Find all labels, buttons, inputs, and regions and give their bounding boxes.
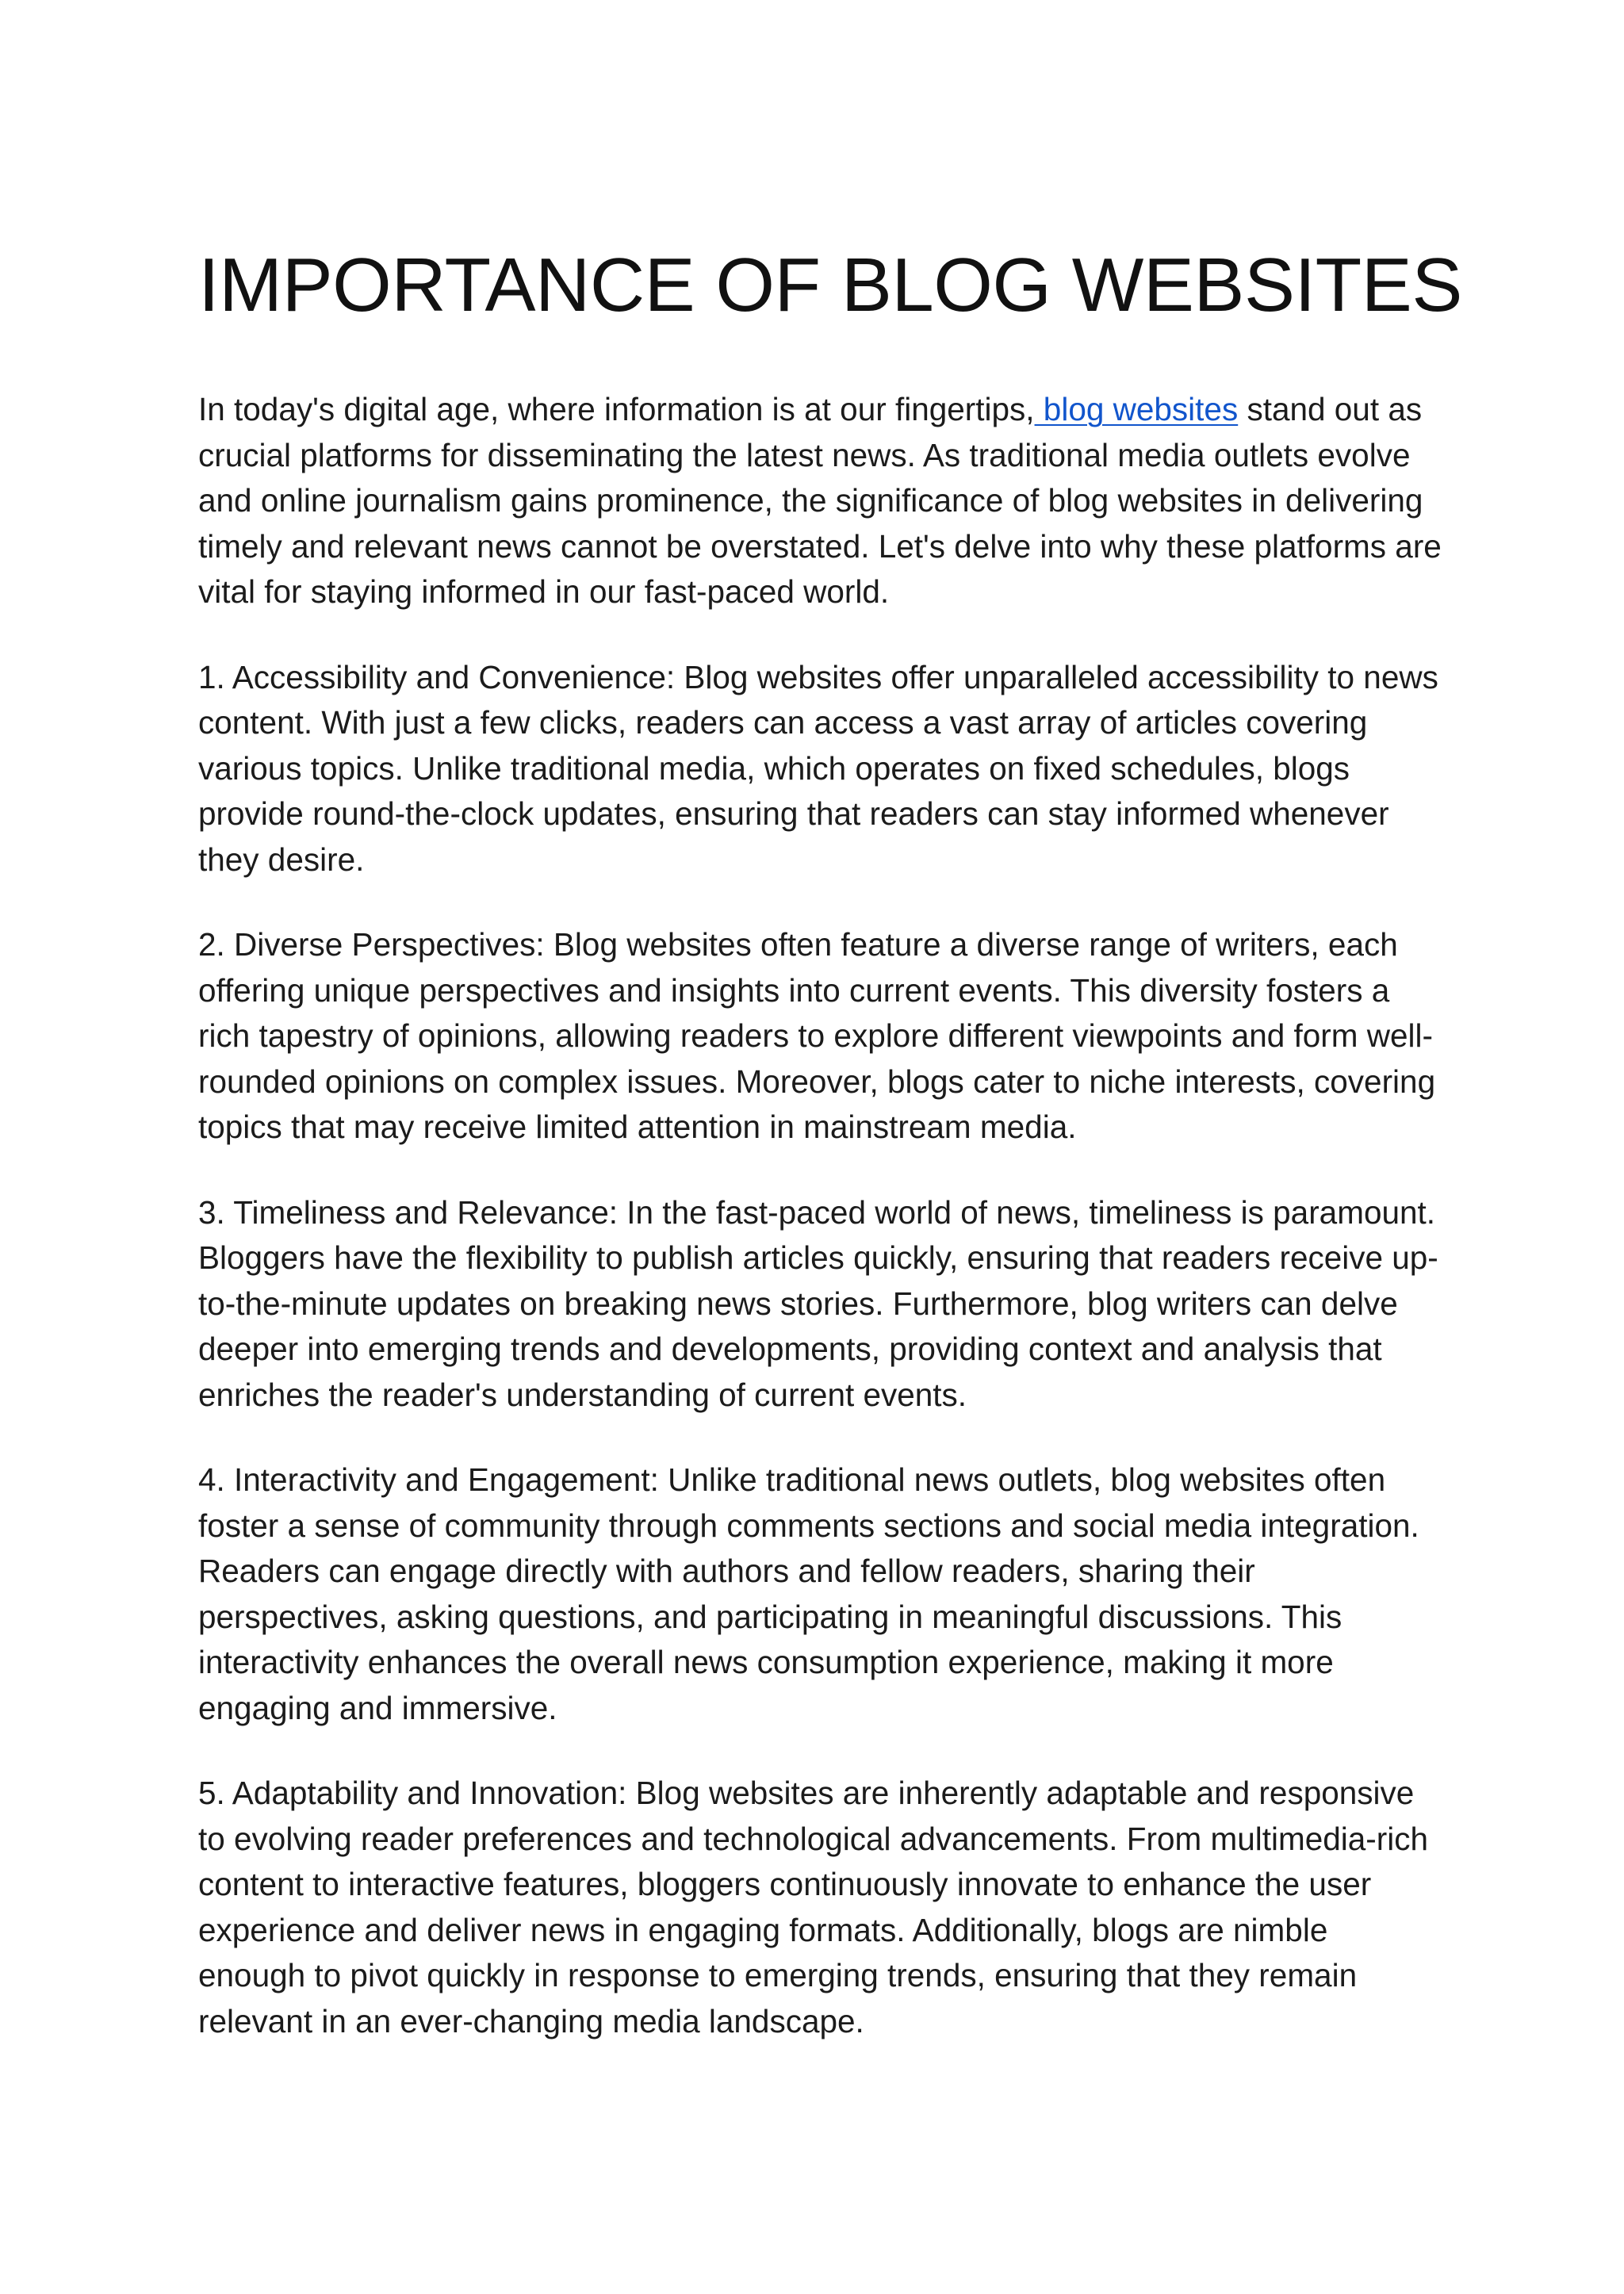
point-interactivity: 4. Interactivity and Engagement: Unlike traditional news outlets, blog websites often foster a sense of community through comments sections and social media integration. Readers can engage directly with authors and fellow readers, sharing their perspectives, asking questions, and participating in meaningful discussions. This interactivity enhances the overall news consumption experience, making it more engaging and immersive.	[198, 1461, 1419, 1726]
intro-text-after-link: stand out as crucial platforms for disseminating the latest news. As traditional media outlets evolve and online journalism gains prominence, the significance of blog websites in delivering timely and relevant news cannot be overstated. Let's delve into why these platforms are vital for staying informed in our fast-paced world.	[198, 391, 1442, 610]
blog-websites-link[interactable]: blog websites	[1034, 391, 1239, 427]
point-accessibility: 1. Accessibility and Convenience: Blog websites offer unparalleled accessibility to news content. With just a few clicks, readers can access a vast array of articles covering various topics. Unlike traditional media, which operates on fixed schedules, blogs provide round-the-clock updates, ensuring that readers can stay informed whenever they desire.	[198, 658, 1438, 878]
intro-paragraph	[198, 387, 1443, 615]
intro-text-before-link: In today's digital age, where information is at our fingertips,	[198, 391, 1035, 427]
point-timeliness: 3. Timeliness and Relevance: In the fast-paced world of news, timeliness is paramount. Bloggers have the flexibility to publish articles quickly, ensuring that readers receive up-to-the-minute updates on breaking news stories. Furthermore, blog writers can delve deeper into emerging trends and developments, providing context and analysis that enriches the reader's understanding of current events.	[198, 1193, 1438, 1413]
document-title: IMPORTANCE OF BLOG WEBSITES	[198, 243, 1462, 327]
document-body	[198, 238, 1462, 2044]
point-diverse-perspectives: 2. Diverse Perspectives: Blog websites often feature a diverse range of writers, each offering unique perspectives and insights into current events. This diversity fosters a rich tapestry of opinions, allowing readers to explore different viewpoints and form well-rounded opinions on complex issues. Moreover, blogs cater to niche interests, covering topics that may receive limited attention in mainstream media.	[198, 926, 1436, 1145]
point-adaptability: 5. Adaptability and Innovation: Blog websites are inherently adaptable and responsive to evolving reader preferences and technological advancements. From multimedia-rich content to interactive features, bloggers continuously innovate to enhance the user experience and deliver news in engaging formats. Additionally, blogs are nimble enough to pivot quickly in response to emerging trends, ensuring that they remain relevant in an ever-changing media landscape.	[198, 1775, 1429, 2039]
